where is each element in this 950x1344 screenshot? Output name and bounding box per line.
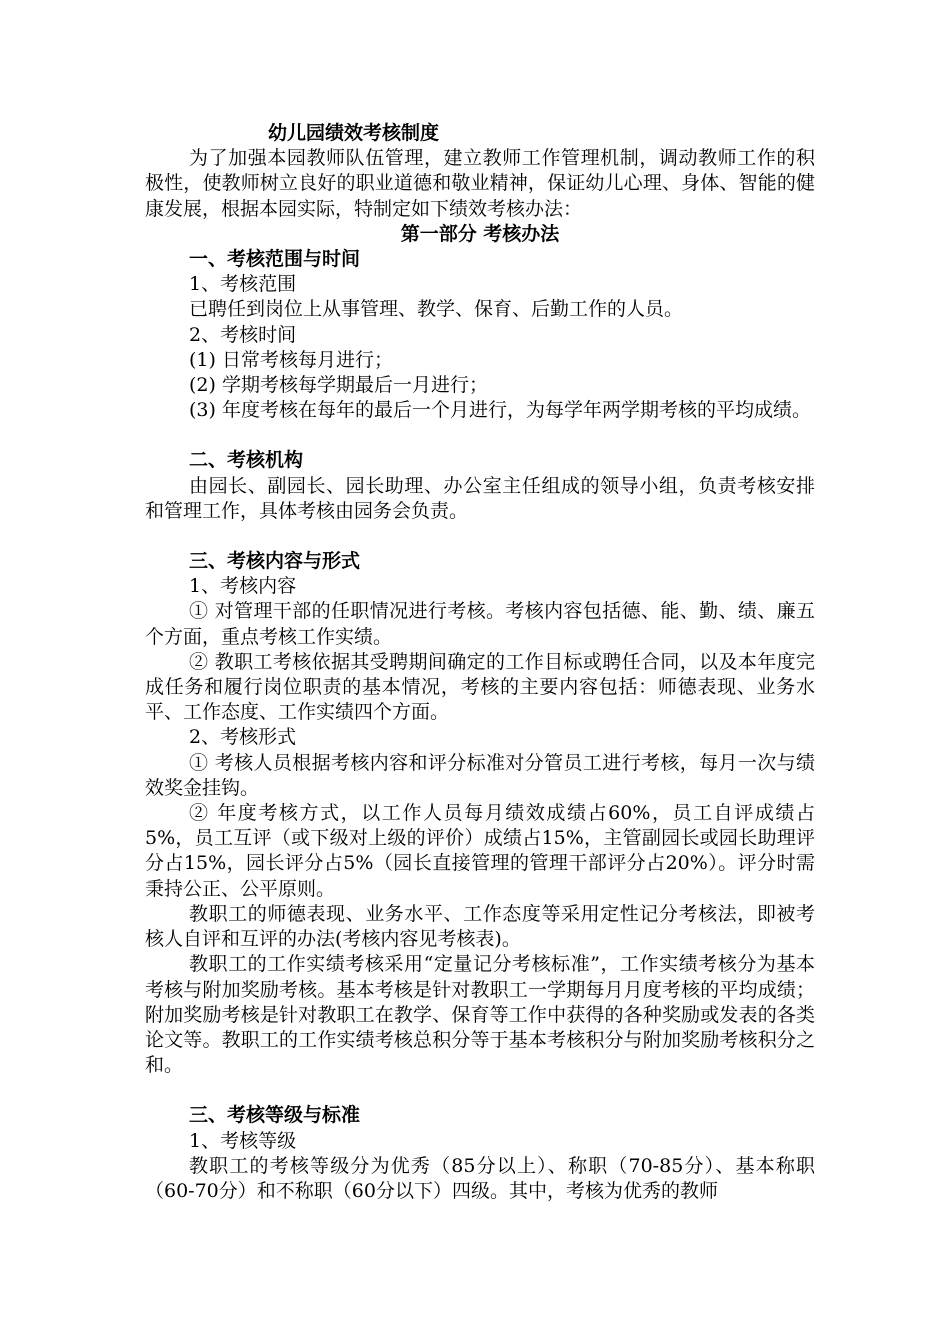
section-heading-content-form: 三、考核内容与形式 <box>189 550 361 573</box>
intro-paragraph: 为了加强本园教师队伍管理，建立教师工作管理机制，调动教师工作的积极性，使教师树立良好的职业道德和敬业精神，保证幼儿心理、身体、智能的健康发展，根据本园实际，特制定如下绩效考核办法： <box>145 147 815 220</box>
subheading-content: 1、考核内容 <box>189 575 297 598</box>
scope-text: 已聘任到岗位上从事管理、教学、保育、后勤工作的人员。 <box>189 298 684 321</box>
paragraph-gap <box>145 1078 815 1103</box>
qualitative-paragraph: 教职工的师德表现、业务水平、工作态度等采用定性记分考核法，即被考核人自评和互评的办法(考核内容见考核表)。 <box>145 902 815 951</box>
list-item: ① 考核人员根据考核内容和评分标准对分管员工进行考核，每月一次与绩效奖金挂钩。 <box>145 751 815 799</box>
section-heading-grades: 三、考核等级与标准 <box>189 1104 361 1127</box>
organization-text: 由园长、副园长、园长助理、办公室主任组成的领导小组，负责考核安排和管理工作，具体考核由园务会负责。 <box>145 474 815 522</box>
list-item: (1) 日常考核每月进行； <box>189 348 393 371</box>
section-heading-scope-time: 一、考核范围与时间 <box>189 248 361 271</box>
section-heading-organization: 二、考核机构 <box>189 449 304 472</box>
paragraph-gap <box>145 524 815 549</box>
list-item: (3) 年度考核在每年的最后一个月进行，为每学年两学期考核的平均成绩。 <box>189 399 811 422</box>
subheading-time: 2、考核时间 <box>189 323 297 346</box>
subheading-grades: 1、考核等级 <box>189 1129 297 1152</box>
document-body <box>145 121 815 1204</box>
part-title: 第一部分 考核办法 <box>400 222 560 245</box>
paragraph-gap <box>145 423 815 448</box>
document-title: 幼儿园绩效考核制度 <box>268 122 440 144</box>
list-item: (2) 学期考核每学期最后一月进行； <box>189 374 488 397</box>
grades-text: 教职工的考核等级分为优秀（85分以上）、称职（70-85分）、基本称职（60-70分）和不称职（60分以下）四级。其中，考核为优秀的教师 <box>145 1154 815 1202</box>
subheading-scope: 1、考核范围 <box>189 273 297 296</box>
list-item: ① 对管理干部的任职情况进行考核。考核内容包括德、能、勤、绩、廉五个方面，重点考核工作实绩。 <box>145 600 815 648</box>
subheading-form: 2、考核形式 <box>189 726 297 749</box>
quantitative-paragraph: 教职工的工作实绩考核采用“定量记分考核标准”，工作实绩考核分为基本考核与附加奖励考核。基本考核是针对教职工一学期每月月度考核的平均成绩；附加奖励考核是针对教职工在教学、保育等工作中获得的各种奖励或发表的各类论文等。教职工的工作实绩考核总积分等于基本考核积分与附加奖励考核积分之和。 <box>145 953 815 1077</box>
list-item: ② 年度考核方式，以工作人员每月绩效成绩占60%，员工自评成绩占5%，员工互评（或下级对上级的评价）成绩占15%，主管副园长或园长助理评分占15%，园长评分占5%（园长直接管理的管理干部评分占20%）。评分时需秉持公正、公平原则。 <box>145 802 815 900</box>
list-item: ② 教职工考核依据其受聘期间确定的工作目标或聘任合同，以及本年度完成任务和履行岗位职责的基本情况，考核的主要内容包括：师德表现、业务水平、工作态度、工作实绩四个方面。 <box>145 650 815 724</box>
